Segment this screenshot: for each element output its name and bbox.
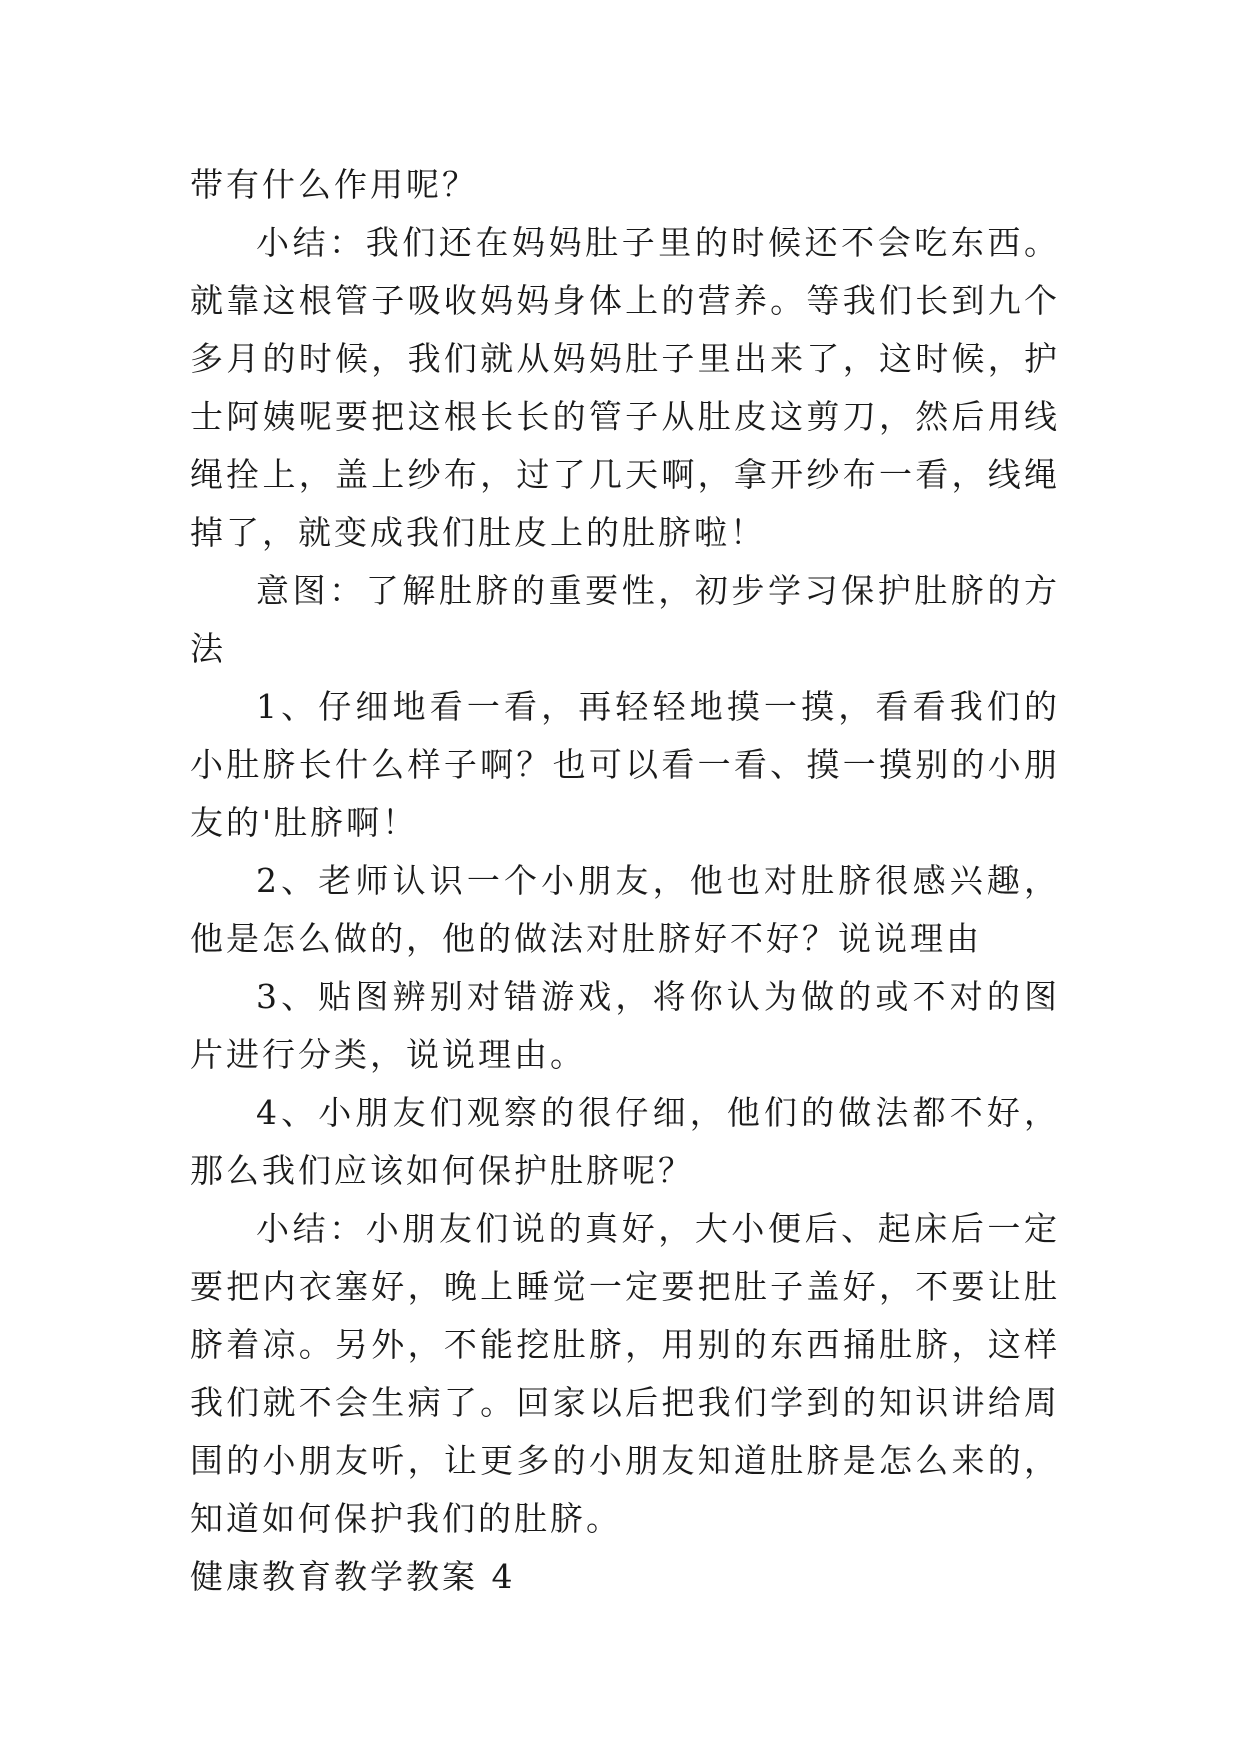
paragraph-6: 3、贴图辨别对错游戏，将你认为做的或不对的图片进行分类，说说理由。	[190, 977, 1060, 1074]
paragraph-2: 小结：我们还在妈妈肚子里的时候还不会吃东西。就靠这根管子吸收妈妈身体上的营养。等我们长到九个多月的时候，我们就从妈妈肚子里出来了，这时候，护士阿姨呢要把这根长长的管子从肚皮这剪刀，然后用线绳拴上，盖上纱布，过了几天啊，拿开纱布一看，线绳掉了，就变成我们肚皮上的肚脐啦！	[190, 223, 1060, 552]
paragraph-7: 4、小朋友们观察的很仔细，他们的做法都不好，那么我们应该如何保护肚脐呢？	[190, 1093, 1060, 1190]
paragraph-8: 小结：小朋友们说的真好，大小便后、起床后一定要把内衣塞好，晚上睡觉一定要把肚子盖好，不要让肚脐着凉。另外，不能挖肚脐，用别的东西捅肚脐，这样我们就不会生病了。回家以后把我们学到的知识讲给周围的小朋友听，让更多的小朋友知道肚脐是怎么来的，知道如何保护我们的肚脐。	[190, 1209, 1060, 1538]
paragraph-4: 1、仔细地看一看，再轻轻地摸一摸，看看我们的小肚脐长什么样子啊？也可以看一看、摸一摸别的小朋友的'肚脐啊！	[190, 687, 1060, 842]
section-heading: 健康教育教学教案 4	[190, 1557, 516, 1596]
paragraph-3: 意图：了解肚脐的重要性，初步学习保护肚脐的方法	[190, 571, 1060, 668]
paragraph-1: 带有什么作用呢？	[190, 165, 478, 204]
paragraph-5: 2、老师认识一个小朋友，他也对肚脐很感兴趣，他是怎么做的，他的做法对肚脐好不好？说说理由	[190, 861, 1060, 958]
document-body	[190, 156, 1060, 1606]
